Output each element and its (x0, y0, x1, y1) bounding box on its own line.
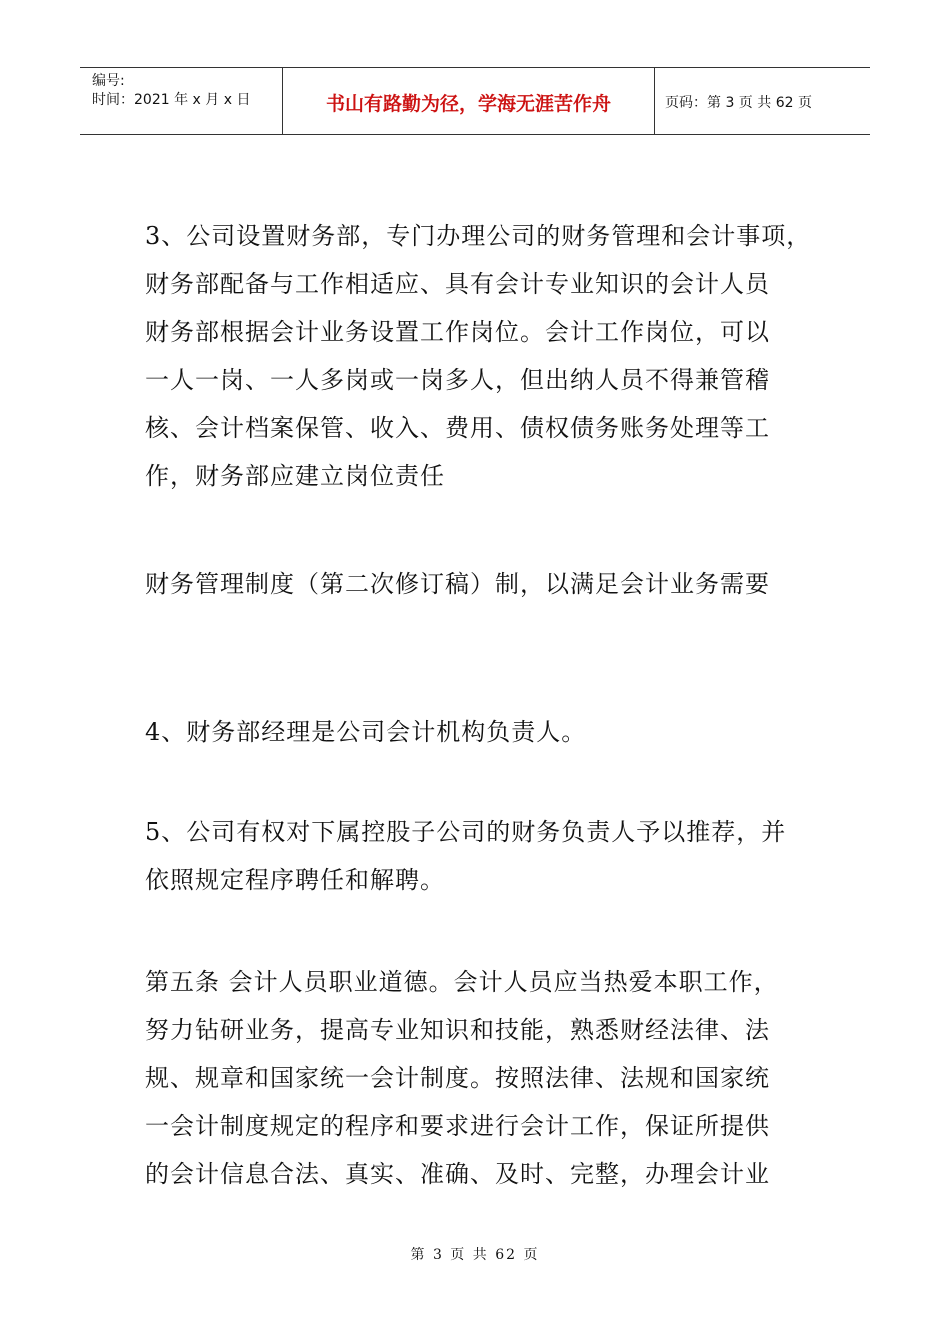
text-line: 依照规定程序聘任和解聘。 (145, 866, 445, 894)
page-header (80, 67, 870, 135)
header-meta (80, 68, 283, 134)
header-page-info: 页码：第 3 页 共 62 页 (665, 95, 812, 111)
text-line: 5、公司有权对下属控股子公司的财务负责人予以推荐，并 (145, 818, 787, 846)
text-line: 一会计制度规定的程序和要求进行会计工作，保证所提供 (145, 1112, 770, 1140)
document-date-label: 时间：2021 年 x 月 x 日 (92, 92, 251, 108)
paragraph-subsidiary (145, 808, 786, 904)
header-motto: 书山有路勤为径，学海无涯苦作舟 (283, 68, 655, 134)
text-line: 规、规章和国家统一会计制度。按照法律、法规和国家统 (145, 1064, 770, 1092)
paragraph-article-five (145, 958, 779, 1198)
text-line: 作，财务部应建立岗位责任 (145, 462, 445, 490)
text-line: 核、会计档案保管、收入、费用、债权债务账务处理等工 (145, 414, 770, 442)
page-footer: 第 3 页 共 62 页 (410, 1247, 540, 1263)
text-line: 第五条 会计人员职业道德。会计人员应当热爱本职工作， (145, 968, 779, 996)
text-line: 财务管理制度（第二次修订稿）制，以满足会计业务需要 (145, 570, 770, 598)
paragraph-manager (145, 708, 586, 756)
paragraph-system-title (145, 560, 770, 608)
text-line: 财务部配备与工作相适应、具有会计专业知识的会计人员 (145, 270, 770, 298)
text-line: 一人一岗、一人多岗或一岗多人，但出纳人员不得兼管稽 (145, 366, 770, 394)
text-line: 3、公司设置财务部，专门办理公司的财务管理和会计事项， (145, 222, 812, 250)
paragraph-finance-department (145, 212, 811, 500)
text-line: 努力钻研业务，提高专业知识和技能，熟悉财经法律、法 (145, 1016, 770, 1044)
text-line: 财务部根据会计业务设置工作岗位。会计工作岗位，可以 (145, 318, 770, 346)
text-line: 4、财务部经理是公司会计机构负责人。 (145, 718, 587, 746)
text-line: 的会计信息合法、真实、准确、及时、完整，办理会计业 (145, 1160, 770, 1188)
document-number-label: 编号: (92, 73, 125, 89)
